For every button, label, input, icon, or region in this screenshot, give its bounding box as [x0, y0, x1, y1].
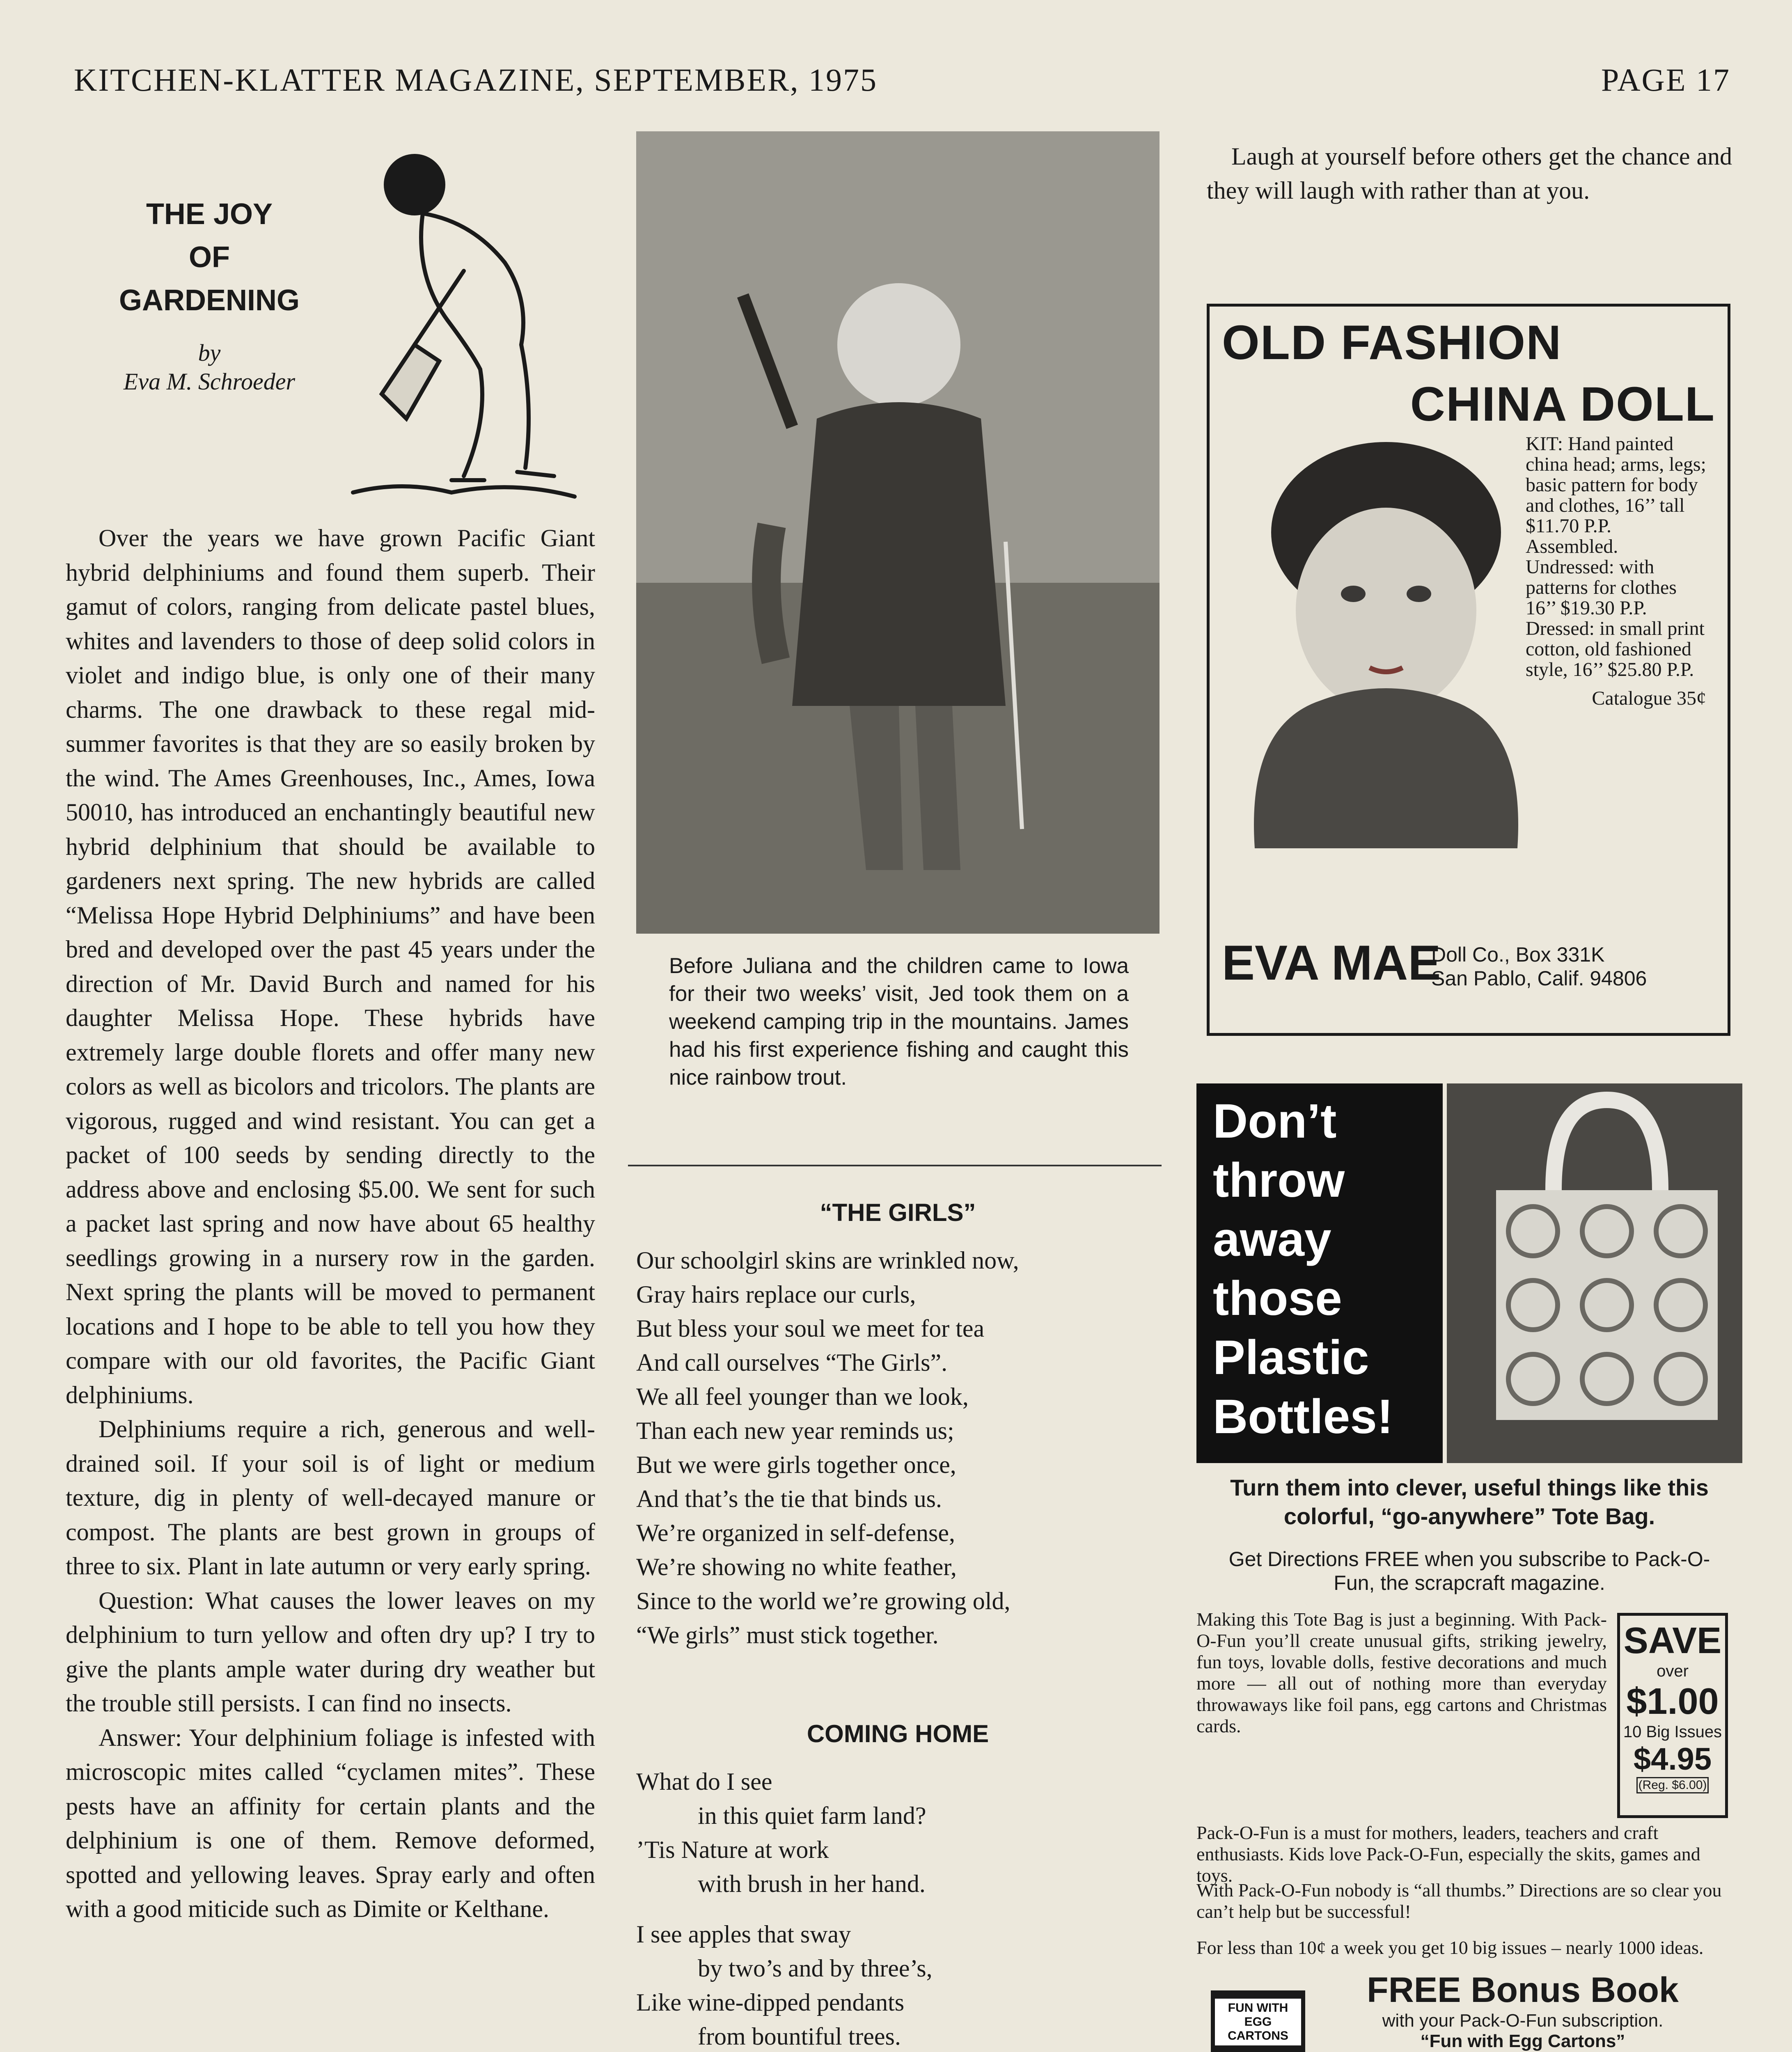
save-amount: $1.00: [1626, 1681, 1719, 1722]
poem-line: Since to the world we’re growing old,: [636, 1587, 1011, 1615]
tote-bag-image: [1447, 1083, 1742, 1463]
poem-line: ’Tis Nature at work: [636, 1836, 829, 1863]
poem-title-the-girls: “THE GIRLS”: [820, 1199, 976, 1226]
poem-line: by two’s and by three’s,: [698, 1955, 933, 1982]
packofun-headline-line: throw: [1213, 1153, 1345, 1207]
doll-ad-address: [1431, 943, 1647, 990]
poem-the-girls: [636, 1244, 1019, 1652]
byline-by: by: [198, 339, 221, 366]
article-title: [103, 193, 316, 396]
save-badge: [1617, 1613, 1728, 1818]
photo-boy-with-trout: [636, 131, 1160, 934]
doll-ad: [1207, 304, 1730, 1036]
poem-line: in this quiet farm land?: [698, 1802, 926, 1829]
packofun-headline-line: Bottles!: [1213, 1390, 1393, 1444]
save-price: $4.95: [1633, 1742, 1712, 1777]
doll-ad-headline-2: CHINA DOLL: [1410, 377, 1715, 431]
bonus-book-name: “Fun with Egg Cartons”: [1420, 2031, 1625, 2051]
article-paragraph: Delphiniums require a rich, generous and well-drained soil. If your soil is of light or medium texture, dig in plenty of well-decayed manure or compost. The plants are best grown in groups of three to six. Plant in late autumn or very early spring.: [66, 1415, 595, 1580]
article-paragraph: Answer: Your delphinium foliage is infested with microscopic mites called “cyclamen mites”. These pests have an affinity for certain plants and the delphinium is one of them. Remove deformed, spotted and yellowing leaves. Spray early and often with a good miticide such as Dimite or Kelthane.: [66, 1724, 595, 1922]
poem-line: We’re showing no white feather,: [636, 1553, 957, 1580]
doll-dressed-text: Dressed: in small print cotton, old fashioned style, 16’’ $25.80 P.P.: [1526, 618, 1705, 680]
title-line: OF: [189, 241, 230, 274]
save-reg: (Reg. $6.00): [1636, 1777, 1709, 1793]
poem-title-coming-home: COMING HOME: [807, 1720, 989, 1747]
packofun-para1: Making this Tote Bag is just a beginning. With Pack-O-Fun you’ll create unusual gifts, striking jewelry, fun toys, lovable dolls, festive decorations and much more — all out of nothing more than everyday throwaways like foil pans, egg cartons and Christmas cards.: [1196, 1609, 1607, 1736]
doll-assembled-text: Assembled. Undressed: with patterns for clothes 16’’ $19.30 P.P.: [1526, 536, 1677, 619]
poem-line: Our schoolgirl skins are wrinkled now,: [636, 1247, 1019, 1274]
article-paragraph: Over the years we have grown Pacific Giant hybrid delphiniums and found them superb. Their gamut of colors, ranging from delicate pastel blues, whites and lavenders to those of deep solid colors in violet and indigo blue, is only one of their many charms. The one drawback to these regal mid-summer favorites is that they are so easily broken by the wind. The Ames Greenhouses, Inc., Ames, Iowa 50010, has introduced an enchantingly beautiful new hybrid delphinium that should be available to gardeners next spring. The new hybrids are called “Melissa Hope Hybrid Delphiniums” and have been bred and developed over the past 45 years under the direction of Mr. David Burch and named for his daughter Melissa Hope. These hybrids have extremely large double florets and offer many new colors as well as bicolors and tricolors. The plants are vigorous, rugged and wind resistant. You can get a packet of 100 seeds by sending directly to the address above and enclosing $5.00. We sent for such a packet last spring and now have about 65 healthy seedlings growing in a nursery row in the garden. Next spring the plants will be moved to permanent locations and I hope to be able to tell you how they compare with our old favorites, the Pacific Giant delphiniums.: [66, 524, 595, 1408]
poem-line: And call ourselves “The Girls”.: [636, 1349, 948, 1376]
packofun-para2: Pack-O-Fun is a must for mothers, leaders, teachers and craft enthusiasts. Kids love Pack-O-Fun, especially the skits, games and toys.: [1196, 1822, 1700, 1886]
poem-line: Like wine-dipped pendants: [636, 1989, 905, 2016]
bonus-title: FREE Bonus Book: [1367, 1970, 1679, 2010]
doll-address-line: San Pablo, Calif. 94806: [1431, 967, 1647, 990]
poem-line: Than each new year reminds us;: [636, 1417, 954, 1444]
photo-image: [636, 131, 1160, 934]
packofun-headline: [1196, 1083, 1443, 1463]
packofun-headline-line: those: [1213, 1271, 1342, 1326]
poem-line: “We girls” must stick together.: [636, 1621, 939, 1649]
poem-line: I see apples that sway: [636, 1921, 851, 1948]
doll-ad-brand: EVA MAE: [1222, 935, 1441, 990]
poem-line: Gray hairs replace our curls,: [636, 1281, 916, 1308]
book-cover-title: FUN WITH EGG CARTONS: [1215, 1999, 1301, 2045]
article-paragraph: Question: What causes the lower leaves on my delphinium to turn yellow and often dry up? I try to give the plants ample water during dry weather but the trouble still persists. I can find no insects.: [66, 1587, 595, 1717]
packofun-subhead: Turn them into clever, useful things like this colorful, “go-anywhere” Tote Bag.: [1230, 1475, 1709, 1529]
poem-line: But bless your soul we meet for tea: [636, 1315, 985, 1342]
bonus-book-info: [1313, 1970, 1732, 2052]
poem-line: with brush in her hand.: [698, 1870, 926, 1897]
poem-line: from bountiful trees.: [698, 2023, 901, 2050]
packofun-headline-line: away: [1213, 1212, 1331, 1266]
packofun-directions: Get Directions FREE when you subscribe to Pack-O-Fun, the scrapcraft magazine.: [1228, 1548, 1710, 1594]
book-cover-art: [1217, 2045, 1299, 2052]
doll-image: [1222, 438, 1558, 848]
save-label: SAVE: [1623, 1620, 1722, 1661]
doll-ad-details: [1526, 434, 1706, 709]
bonus-sub: with your Pack-O-Fun subscription.: [1382, 2011, 1664, 2031]
poem-line: But we were girls together once,: [636, 1451, 956, 1478]
quote: Laugh at yourself before others get the chance and they will laugh with rather than at you.: [1207, 143, 1732, 204]
magazine-header: KITCHEN-KLATTER MAGAZINE, SEPTEMBER, 1975: [74, 62, 878, 98]
page-number: PAGE 17: [1601, 62, 1730, 98]
bonus-book-cover: [1211, 1990, 1305, 2052]
column-divider: [628, 1165, 1162, 1166]
save-over: over: [1657, 1662, 1689, 1680]
byline-author: Eva M. Schroeder: [123, 368, 296, 395]
save-issues: 10 Big Issues: [1623, 1723, 1722, 1741]
poem-coming-home: [636, 1765, 962, 2052]
packofun-headline-line: Don’t: [1213, 1094, 1337, 1148]
doll-address-line: Doll Co., Box 331K: [1431, 943, 1605, 966]
doll-ad-headline-1: OLD FASHION: [1222, 316, 1562, 370]
title-line: THE JOY: [146, 198, 273, 231]
poem-line: What do I see: [636, 1768, 772, 1795]
poem-line: And that’s the tie that binds us.: [636, 1485, 942, 1512]
poem-line: We’re organized in self-defense,: [636, 1519, 956, 1546]
doll-kit-text: KIT: Hand painted china head; arms, legs; basic pattern for body and clothes, 16’’ tall $11.70 P.P.: [1526, 433, 1706, 537]
poem-line: We all feel younger than we look,: [636, 1383, 969, 1410]
title-line: GARDENING: [119, 284, 300, 317]
gardener-illustration: [328, 135, 591, 505]
packofun-para3: With Pack-O-Fun nobody is “all thumbs.” Directions are so clear you can’t help but be successful!: [1196, 1880, 1722, 1922]
article-body: [66, 521, 595, 1926]
packofun-headline-line: Plastic: [1213, 1331, 1369, 1385]
doll-catalogue-text: Catalogue 35¢: [1592, 687, 1706, 709]
packofun-para4: For less than 10¢ a week you get 10 big issues – nearly 1000 ideas.: [1196, 1937, 1704, 1958]
photo-caption: Before Juliana and the children came to Iowa for their two weeks’ visit, Jed took them on a weekend camping trip in the mountains. James had his first experience fishing and caught this nice rainbow trout.: [669, 954, 1129, 1090]
